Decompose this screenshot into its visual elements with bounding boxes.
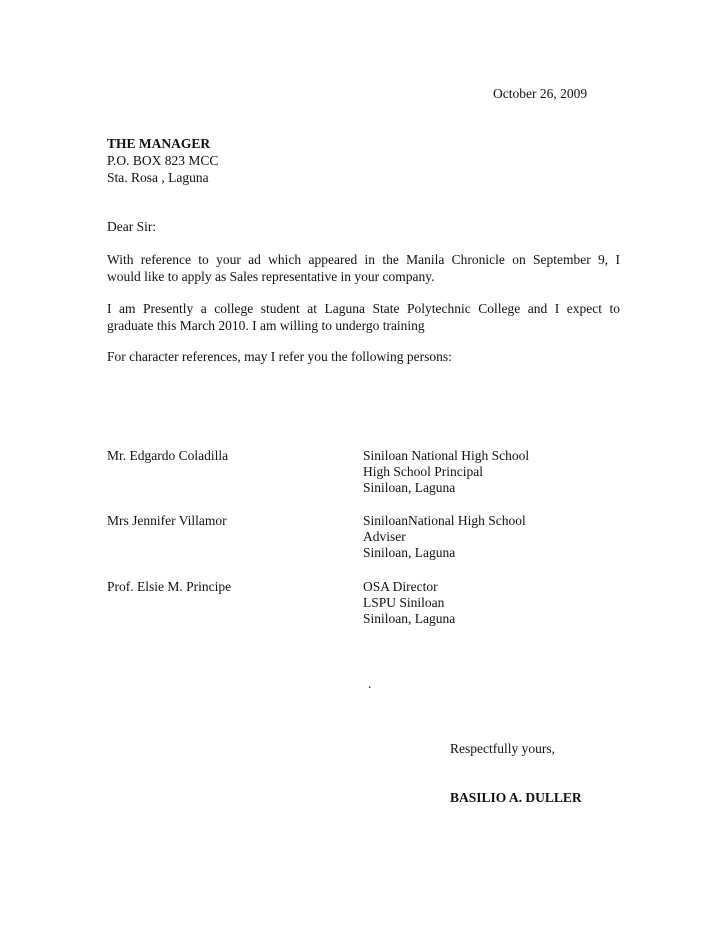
- salutation: Dear Sir:: [107, 219, 157, 234]
- paragraph-reference-ad: [107, 251, 620, 285]
- signature-name: BASILIO A. DULLER: [450, 790, 582, 805]
- closing: Respectfully yours,: [450, 741, 555, 756]
- paragraph-student-status: [107, 300, 620, 334]
- reference-name: Mr. Edgardo Coladilla: [107, 448, 229, 463]
- reference-detail-line: Adviser: [363, 529, 406, 544]
- reference-detail-line: Siniloan, Laguna: [363, 545, 456, 560]
- paragraph-line: would like to apply as Sales representative in your company.: [107, 269, 435, 284]
- paragraph-character-references: For character references, may I refer you the following persons:: [107, 349, 452, 364]
- reference-name: Prof. Elsie M. Principe: [107, 579, 232, 594]
- paragraph-line: With reference to your ad which appeared in the Manila Chronicle on September 9, I: [107, 252, 620, 267]
- reference-detail-line: High School Principal: [363, 464, 483, 479]
- reference-name: Mrs Jennifer Villamor: [107, 513, 227, 528]
- recipient-title: THE MANAGER: [107, 136, 211, 151]
- paragraph-line: I am Presently a college student at Laguna State Polytechnic College and I expect to: [107, 301, 620, 316]
- reference-detail-line: Siniloan, Laguna: [363, 611, 456, 626]
- recipient-address-line-1: P.O. BOX 823 MCC: [107, 153, 219, 168]
- reference-detail-line: OSA Director: [363, 579, 438, 594]
- letter-date: October 26, 2009: [493, 86, 588, 101]
- paragraph-line: graduate this March 2010. I am willing to undergo training: [107, 318, 425, 333]
- reference-detail-line: Siniloan, Laguna: [363, 480, 456, 495]
- stray-period-mark: .: [368, 676, 372, 691]
- reference-detail-line: SiniloanNational High School: [363, 513, 526, 528]
- recipient-address-line-2: Sta. Rosa , Laguna: [107, 170, 209, 185]
- reference-detail-line: Siniloan National High School: [363, 448, 530, 463]
- reference-detail-line: LSPU Siniloan: [363, 595, 445, 610]
